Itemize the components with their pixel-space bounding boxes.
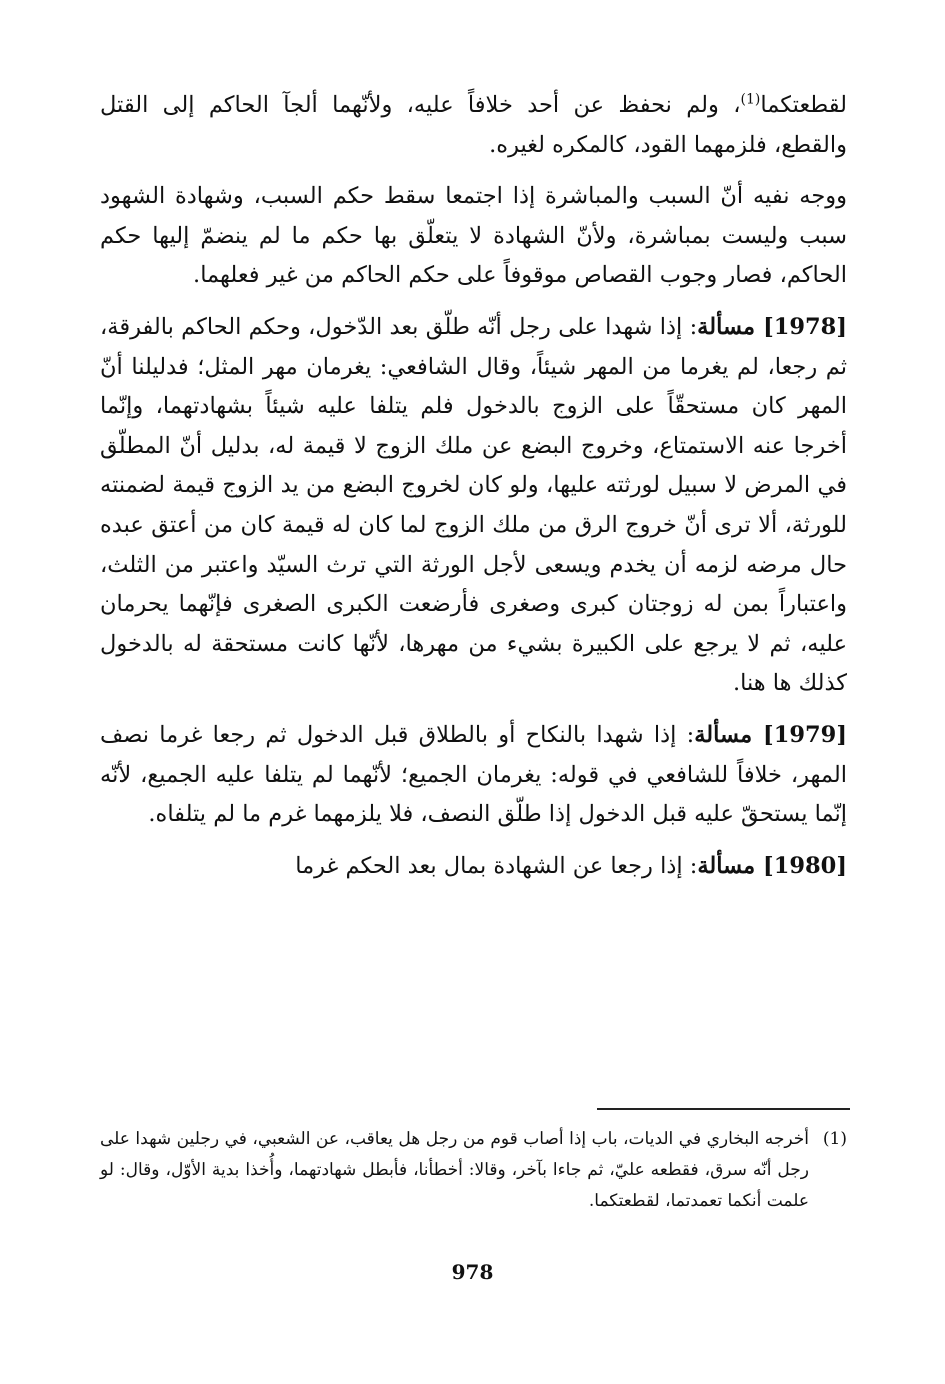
paragraph-1-text: ، ولم نحفظ عن أحد خلافاً عليه، ولأنّهما ألجآ الحاكم إلى القتل والقطع، فلزمهما القود، كالمكره لغيره. [100,92,847,158]
paragraph-1 [100,86,847,165]
main-text [100,86,847,886]
footnote-number: (1) [822,1129,847,1149]
footnote-reference: (1) [740,91,761,108]
issue-1978 [100,308,847,704]
issue-1980-label: [1980] مسألة [697,852,847,879]
footnote-item [100,1124,847,1217]
paragraph-2-text: ووجه نفيه أنّ السبب والمباشرة إذا اجتمعا سقط حكم السبب، وشهادة الشهود سبب وليست بمباشرة، ولأنّ الشهادة لا يتعلّق بها حكم ما لم ينضمّ إليها حكم الحاكم، فصار وجوب القصاص موقوفاً على حكم الحاكم من غير فعلهما. [100,183,847,289]
issue-1980-text: : إذا رجعا عن الشهادة بمال بعد الحكم غرما [295,852,698,879]
footnotes [100,1124,847,1217]
issue-1978-label: [1978] مسألة [697,313,847,340]
footnote-text: أخرجه البخاري في الديات، باب إذا أصاب قوم من رجل هل يعاقب، عن الشعبي، في رجلين شهدا على رجل أنّه سرق، فقطعه عليّ، ثم جاءا بآخر، وقالا: أخطأنا، فأبطل شهادتهما، وأُخذا بدية الأوّل، وقال: لو علمت أنكما تعمدتما، لقطعتكما. [100,1129,809,1211]
paragraph-2 [100,177,847,296]
issue-1979-label: [1979] مسألة [694,721,847,748]
page-number: 978 [451,1260,494,1284]
issue-1978-text: : إذا شهدا على رجل أنّه طلّق بعد الدّخول، وحكم الحاكم بالفرقة، ثم رجعا، لم يغرما من المهر شيئاً، وقال الشافعي: يغرمان مهر المثل؛ فدليلنا أنّ المهر كان مستحقّاً على الزوج بالدخول فلم يتلفا عليه شيئاً بشهادتهما، وإنّما أخرجا عنه الاستمتاع، وخروج البضع عن ملك الزوج لا قيمة له، بدليل أنّ المطلّق في المرض لا سبيل لورثته عليها، ولو كان لخروج البضع من يد الزوج قيمة لضمنته للورثة، ألا ترى أنّ خروج الرق من ملك الزوج لما كان له قيمة كان من أعتق عبده حال مرضه لزمه أن يخدم ويسعى لأجل الورثة التي ترث السيّد واعتبر من الثلث، واعتباراً بمن له زوجتان كبرى وصغرى فأرضعت الكبرى الصغرى فإنّهما يحرمان عليه، ثم لا يرجع على الكبيرة بشيء من مهرها، لأنّها كانت مستحقة له بالدخول كذلك ها هنا. [100,313,847,697]
issue-1980 [100,847,847,887]
footnote-divider [597,1108,850,1110]
issue-1979 [100,716,847,835]
paragraph-1-text-start: لقطعتكما [760,92,847,118]
issue-1979-text: : إذا شهدا بالنكاح أو بالطلاق قبل الدخول ثم رجعا غرما نصف المهر، خلافاً للشافعي في قوله: يغرمان الجميع؛ لأنّهما لم يتلفا عليه الجميع، لأنّه إنّما يستحقّ عليه قبل الدخول إذا طلّق النصف، فلا يلزمهما غرم ما لم يتلفاه. [100,721,847,828]
